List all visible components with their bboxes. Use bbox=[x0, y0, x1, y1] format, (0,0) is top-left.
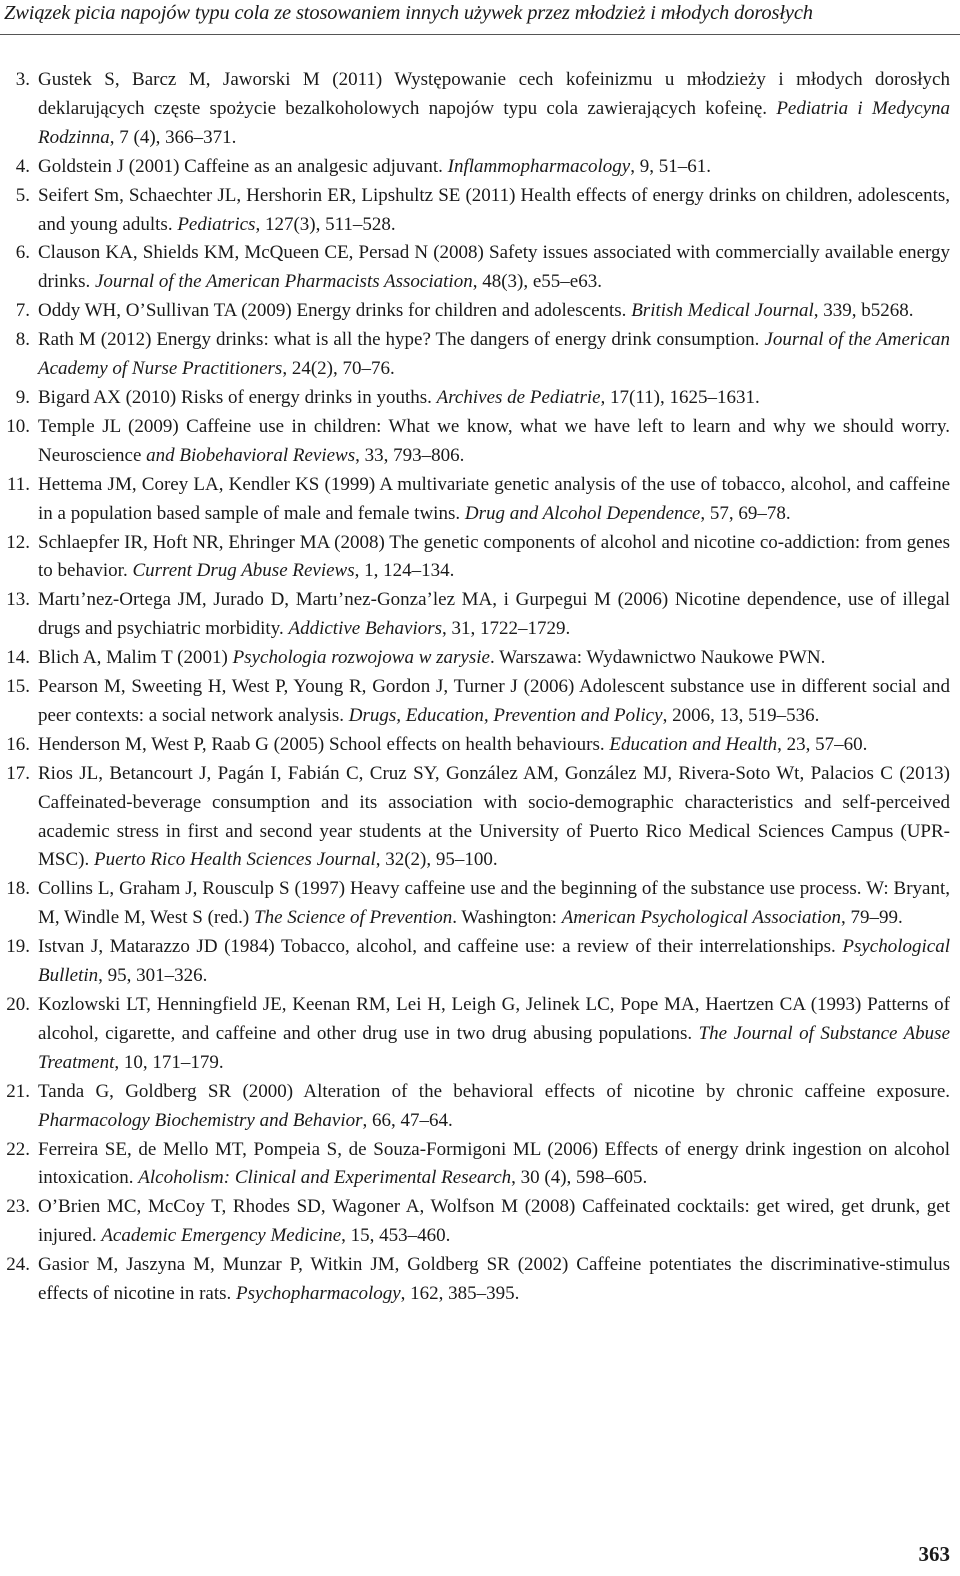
reference-text bbox=[38, 300, 914, 321]
reference-text bbox=[38, 156, 711, 177]
reference-source-title: Pediatria i Medycyna Rodzinna bbox=[38, 97, 951, 148]
reference-source-title: Drugs, Education, Prevention and Policy bbox=[348, 704, 663, 726]
reference-segment: Pearson M, Sweeting H, West P, Young R, Gordon J, Turner J (2006) Adolescent substance use in different social and peer contexts: a social network analysis. bbox=[38, 676, 950, 726]
reference-item bbox=[0, 239, 960, 297]
reference-segment: , 2006, 13, 519–536. bbox=[662, 704, 820, 726]
reference-item bbox=[0, 66, 960, 153]
reference-item bbox=[0, 182, 960, 240]
reference-number: 7. bbox=[15, 300, 30, 322]
reference-source-title: Addictive Behaviors bbox=[288, 618, 443, 640]
reference-item bbox=[0, 644, 960, 673]
reference-segment: Tanda G, Goldberg SR (2000) Alteration of the behavioral effects of nicotine by chronic caffeine exposure. bbox=[38, 1080, 950, 1102]
reference-number: 15. bbox=[6, 676, 30, 698]
reference-segment: Seifert Sm, Schaechter JL, Hershorin ER, Lipshultz SE (2011) Health effects of energy drinks on children, adolescents, and young adults. bbox=[38, 184, 950, 235]
reference-item bbox=[0, 673, 960, 731]
reference-text bbox=[38, 185, 950, 235]
reference-segment: , 7 (4), 366–371. bbox=[109, 126, 237, 148]
reference-segment: , 9, 51–61. bbox=[630, 155, 711, 177]
reference-item bbox=[0, 297, 960, 326]
reference-segment: Oddy WH, O’Sullivan TA (2009) Energy drinks for children and adolescents. bbox=[38, 300, 632, 322]
reference-item bbox=[0, 413, 960, 471]
reference-segment: , 15, 453–460. bbox=[341, 1225, 451, 1247]
reference-source-title: Drug and Alcohol Dependence bbox=[464, 502, 701, 524]
reference-segment: , 23, 57–60. bbox=[777, 733, 868, 755]
reference-item bbox=[0, 153, 960, 182]
reference-item bbox=[0, 731, 960, 760]
reference-number: 10. bbox=[6, 415, 30, 437]
reference-item bbox=[0, 875, 960, 933]
reference-item bbox=[0, 529, 960, 587]
reference-segment: , 57, 69–78. bbox=[700, 502, 791, 524]
reference-item bbox=[0, 1251, 960, 1309]
reference-text bbox=[38, 532, 950, 582]
reference-text bbox=[38, 1196, 950, 1246]
reference-text bbox=[38, 676, 950, 726]
reference-text bbox=[38, 387, 760, 408]
reference-text bbox=[38, 242, 950, 292]
reference-segment: , 339, b5268. bbox=[813, 300, 914, 322]
reference-item bbox=[0, 933, 960, 991]
reference-segment: Bigard AX (2010) Risks of energy drinks in youths. bbox=[38, 386, 437, 408]
reference-segment: O’Brien MC, McCoy T, Rhodes SD, Wagoner A, Wolfson M (2008) Caffeinated cocktails: get wired, get drunk, get injured. bbox=[38, 1196, 950, 1247]
reference-segment: 17(11), 1625–1631. bbox=[605, 386, 760, 408]
reference-number: 17. bbox=[6, 762, 30, 784]
reference-text bbox=[38, 589, 950, 639]
reference-text bbox=[38, 69, 950, 148]
reference-number: 14. bbox=[6, 647, 30, 669]
reference-source-title: Journal of the American Pharmacists Association bbox=[95, 271, 473, 293]
reference-number: 6. bbox=[15, 242, 30, 264]
reference-source-title: Current Drug Abuse Reviews bbox=[132, 560, 355, 582]
reference-source-title: Psychopharmacology bbox=[236, 1283, 401, 1305]
reference-segment: , 95, 301–326. bbox=[98, 965, 208, 987]
reference-segment: , 162, 385–395. bbox=[400, 1283, 520, 1305]
running-header bbox=[0, 0, 960, 35]
reference-text bbox=[38, 416, 950, 466]
reference-segment: Martı’nez-Ortega JM, Jurado D, Martı’nez-Gonza’lez MA, i Gurpegui M (2006) Nicotine dependence, use of illegal drugs and psychiatric morbidity. bbox=[38, 589, 950, 640]
reference-source-title: The Science of Prevention bbox=[254, 907, 453, 929]
reference-segment: Henderson M, West P, Raab G (2005) School effects on health behaviours. bbox=[38, 733, 610, 755]
reference-item bbox=[0, 384, 960, 413]
reference-segment: , 30 (4), 598–605. bbox=[511, 1167, 648, 1189]
reference-segment: Istvan J, Matarazzo JD (1984) Tobacco, alcohol, and caffeine use: a review of their interrelationships. bbox=[38, 936, 843, 958]
reference-source-title: Academic Emergency Medicine bbox=[101, 1225, 342, 1247]
reference-item bbox=[0, 326, 960, 384]
reference-number: 5. bbox=[15, 184, 30, 206]
reference-item bbox=[0, 471, 960, 529]
reference-source-title: Journal of the American Academy of Nurse Practitioners bbox=[38, 329, 951, 380]
reference-segment: Rios JL, Betancourt J, Pagán I, Fabián C, Cruz SY, González AM, González MJ, Rivera-Soto Wt, Palacios C (2013) Caffeinated-beverage consumption and its association with socio-demographic characteristics and self-perceived academic stress in first and second year students at the University of Puerto Rico Medical Sciences Campus (UPR-MSC). bbox=[38, 762, 950, 871]
reference-number: 4. bbox=[15, 155, 30, 177]
reference-text bbox=[38, 936, 950, 986]
reference-item bbox=[0, 586, 960, 644]
reference-segment: Ferreira SE, de Mello MT, Pompeia S, de Souza-Formigoni ML (2006) Effects of energy drink ingestion on alcohol intoxication. bbox=[38, 1138, 950, 1189]
reference-source-title: American Psychological Association bbox=[561, 907, 842, 929]
reference-segment: , 48(3), e55–e63. bbox=[472, 271, 602, 293]
page-number: 363 bbox=[918, 1542, 950, 1566]
reference-segment: . Warszawa: Wydawnictwo Naukowe PWN. bbox=[489, 647, 826, 669]
reference-segment: Hettema JM, Corey LA, Kendler KS (1999) A multivariate genetic analysis of the use of tobacco, alcohol, and caffeine in a population based sample of male and female twins. bbox=[38, 473, 950, 524]
reference-text bbox=[38, 878, 950, 928]
reference-number: 13. bbox=[6, 589, 30, 611]
reference-text bbox=[38, 734, 867, 755]
reference-number: 9. bbox=[15, 386, 30, 408]
reference-number: 21. bbox=[6, 1080, 30, 1102]
reference-segment: Temple JL (2009) Caffeine use in children: What we know, what we have left to learn and why we should worry. Neuroscience bbox=[38, 415, 950, 466]
reference-source-title: Psychological Bulletin bbox=[38, 936, 950, 987]
reference-number: 3. bbox=[15, 69, 30, 90]
reference-item bbox=[0, 1136, 960, 1194]
reference-segment: Goldstein J (2001) Caffeine as an analgesic adjuvant. bbox=[38, 155, 448, 177]
reference-source-title: and Biobehavioral Reviews bbox=[146, 444, 356, 466]
reference-text bbox=[38, 647, 825, 668]
reference-text bbox=[38, 329, 950, 379]
reference-item bbox=[0, 1193, 960, 1251]
reference-source-title: Inflammopharmacology bbox=[447, 155, 631, 177]
reference-number: 18. bbox=[6, 878, 30, 900]
reference-segment: Kozlowski LT, Henningfield JE, Keenan RM, Lei H, Leigh G, Jelinek LC, Pope MA, Haertzen CA (1993) Patterns of alcohol, cigarette, and caffeine and other drug use in two drug abusing populations. bbox=[38, 994, 950, 1044]
reference-text bbox=[38, 763, 950, 871]
reference-number: 19. bbox=[6, 936, 30, 958]
reference-text bbox=[38, 994, 950, 1073]
reference-segment: , 127(3), 511–528. bbox=[255, 213, 396, 235]
reference-text bbox=[38, 1139, 950, 1189]
reference-segment: Clauson KA, Shields KM, McQueen CE, Persad N (2008) Safety issues associated with commercially available energy drinks. bbox=[38, 242, 950, 293]
reference-number: 23. bbox=[6, 1196, 30, 1218]
reference-segment: , 66, 47–64. bbox=[362, 1109, 453, 1131]
reference-segment: Rath M (2012) Energy drinks: what is all the hype? The dangers of energy drink consumption. bbox=[38, 329, 765, 351]
reference-number: 8. bbox=[15, 329, 30, 351]
reference-segment: , 31, 1722–1729. bbox=[442, 618, 571, 640]
reference-segment: , 24(2), 70–76. bbox=[282, 358, 395, 380]
running-header-title: Związek picia napojów typu cola ze stosowaniem innych używek przez młodzież i młodych dorosłych bbox=[4, 2, 813, 24]
reference-text bbox=[38, 1081, 950, 1131]
reference-list bbox=[0, 66, 960, 1309]
reference-number: 16. bbox=[6, 733, 30, 755]
reference-source-title: Archives de Pediatrie, bbox=[436, 386, 606, 408]
reference-segment: , 10, 171–179. bbox=[114, 1051, 224, 1073]
reference-item bbox=[0, 1078, 960, 1136]
reference-item bbox=[0, 991, 960, 1078]
reference-item bbox=[0, 760, 960, 876]
reference-number: 11. bbox=[6, 473, 30, 495]
reference-source-title: The Journal of Substance Abuse Treatment bbox=[38, 1022, 951, 1073]
reference-source-title: Puerto Rico Health Sciences Journal bbox=[93, 849, 376, 871]
reference-segment: . Washington: bbox=[452, 907, 562, 929]
reference-segment: , 32(2), 95–100. bbox=[375, 849, 498, 871]
reference-segment: Blich A, Malim T (2001) bbox=[38, 647, 233, 669]
reference-source-title: Pharmacology Biochemistry and Behavior bbox=[38, 1109, 363, 1131]
reference-text bbox=[38, 474, 950, 524]
reference-number: 12. bbox=[6, 531, 30, 553]
reference-segment: , 79–99. bbox=[841, 907, 903, 929]
reference-source-title: British Medical Journal bbox=[631, 300, 814, 322]
reference-segment: , 1, 124–134. bbox=[354, 560, 455, 582]
reference-number: 24. bbox=[6, 1254, 30, 1276]
reference-segment: Schlaepfer IR, Hoft NR, Ehringer MA (2008) The genetic components of alcohol and nicotine co-addiction: from genes to behavior. bbox=[38, 531, 950, 582]
reference-segment: Gustek S, Barcz M, Jaworski M (2011) Występowanie cech kofeinizmu u młodzieży i młodych dorosłych deklarujących częste spożycie bezalkoholowych napojów typu cola zawierających kofeinę. bbox=[38, 69, 950, 119]
reference-segment: , 33, 793–806. bbox=[355, 444, 465, 466]
reference-number: 20. bbox=[6, 994, 30, 1015]
reference-source-title: Alcoholism: Clinical and Experimental Research bbox=[138, 1167, 512, 1189]
reference-source-title: Education and Health bbox=[609, 733, 778, 755]
reference-source-title: Pediatrics bbox=[177, 213, 256, 235]
reference-source-title: Psychologia rozwojowa w zarysie bbox=[232, 647, 490, 669]
reference-segment: Collins L, Graham J, Rousculp S (1997) Heavy caffeine use and the beginning of the substance use process. W: Bryant, M, Windle M, West S (red.) bbox=[38, 878, 950, 929]
reference-number: 22. bbox=[6, 1138, 30, 1160]
reference-text bbox=[38, 1254, 950, 1304]
reference-segment: Gasior M, Jaszyna M, Munzar P, Witkin JM, Goldberg SR (2002) Caffeine potentiates the discriminative-stimulus effects of nicotine in rats. bbox=[38, 1254, 950, 1305]
